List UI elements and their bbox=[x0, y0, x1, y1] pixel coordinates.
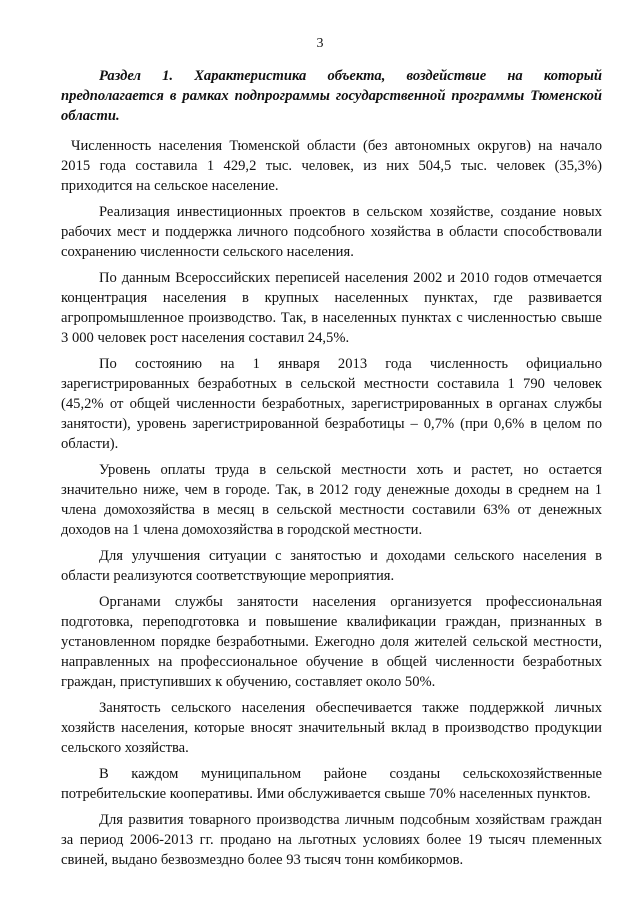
paragraph-wages: Уровень оплаты труда в сельской местности хоть и растет, но остается значительно ниже, чем в городе. Так, в 2012 году денежные доходы в среднем на 1 члена домохозяйства в месяц в сельской местности составили 63% от денежных доходов на 1 члена домохозяйства в городской местности. bbox=[61, 462, 602, 538]
paragraph-measures: Для улучшения ситуации с занятостью и доходами сельского населения в области реализуются соответствующие мероприятия. bbox=[61, 548, 602, 584]
paragraph-livestock: Для развития товарного производства личным подсобным хозяйствам граждан за период 2006-2013 гг. продано на льготных условиях более 19 тысяч племенных свиней, выдано безвозмездно более 93 тысяч тонн комбикормов. bbox=[61, 812, 602, 868]
paragraph-census: По данным Всероссийских переписей населения 2002 и 2010 годов отмечается концентрация населения в крупных населенных пунктах, где развивается агропромышленное производство. Так, в населенных пунктах с численностью свыше 3 000 человек рост населения составил 24,5%. bbox=[61, 270, 602, 346]
document-body bbox=[61, 66, 602, 876]
page-number: 3 bbox=[316, 36, 324, 51]
paragraph-unemployment: По состоянию на 1 января 2013 года численность официально зарегистрированных безработных в сельской местности составила 1 790 человек (45,2% от общей численности безработных, зарегистрированных в органах службы занятости), уровень зарегистрированной безработицы – 0,7% (при 0,6% в целом по области). bbox=[61, 356, 602, 452]
paragraph-cooperatives: В каждом муниципальном районе созданы сельскохозяйственные потребительские кооперативы. Ими обслуживается свыше 70% населенных пунктов. bbox=[61, 766, 602, 802]
paragraph-training: Органами службы занятости населения организуется профессиональная подготовка, переподготовка и повышение квалификации граждан, признанных в установленном порядке безработными. Ежегодно доля жителей сельской местности, направленных на профессиональное обучение в общей численности безработных граждан, приступивших к обучению, составляет около 50%. bbox=[61, 594, 602, 690]
paragraph-households: Занятость сельского населения обеспечивается также поддержкой личных хозяйств населения, которые вносят значительный вклад в производство продукции сельского хозяйства. bbox=[61, 700, 602, 756]
paragraph-population: Численность населения Тюменской области (без автономных округов) на начало 2015 года составила 1 429,2 тыс. человек, из них 504,5 тыс. человек (35,3%) приходится на сельское население. bbox=[61, 138, 602, 194]
section-title: Раздел 1. Характеристика объекта, воздействие на который предполагается в рамках подпрограммы государственной программы Тюменской области. bbox=[61, 68, 602, 124]
paragraph-investment: Реализация инвестиционных проектов в сельском хозяйстве, создание новых рабочих мест и поддержка личного подсобного хозяйства в области способствовали сохранению численности сельского населения. bbox=[61, 204, 602, 260]
